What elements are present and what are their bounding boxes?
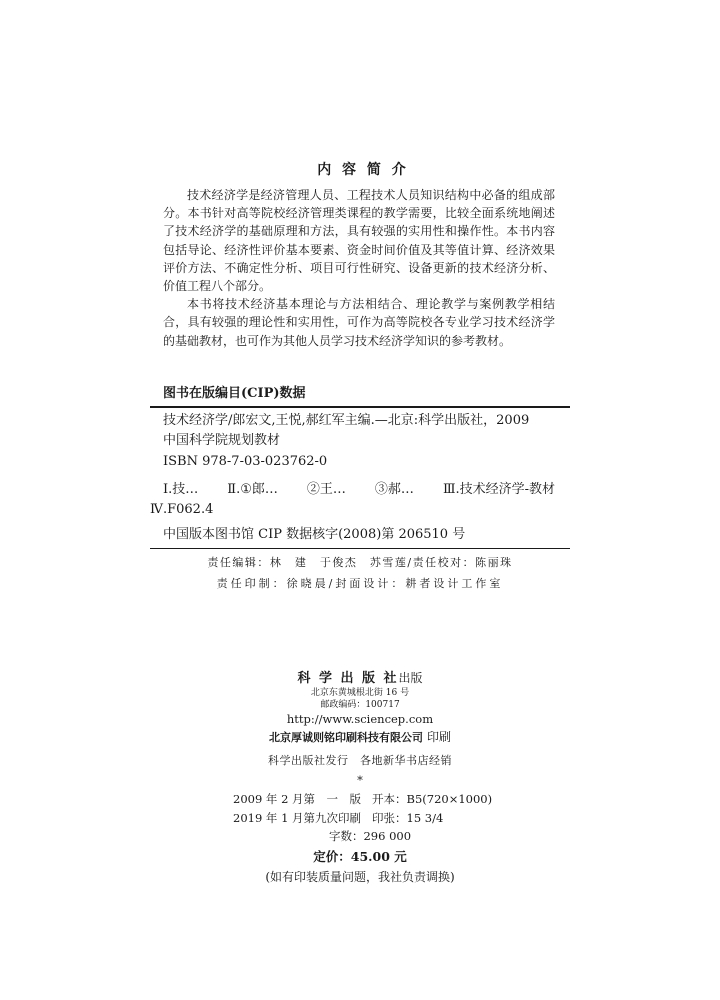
printer-name: 北京厚诚则铭印刷科技有限公司 [268,731,423,744]
summary-line: 了技术经济学的基础原理和方法，具有较强的实用性和操作性。本书内容 [163,224,555,238]
word-count: 字数：296 000 [328,829,412,843]
summary-line: 技术经济学是经济管理人员、工程技术人员知识结构中必备的组成部 [187,188,555,202]
publisher-address: 北京东黄城根北街 16 号 [310,688,410,698]
sheets-info: 印张：15 3/4 [372,811,444,825]
summary-line: 合，具有较强的理论性和实用性，可作为高等院校各专业学习技术经济学 [163,315,555,329]
summary-line: 包括导论、经济性评价基本要素、资金时间价值及其等值计算、经济效果 [163,243,555,257]
summary-line: 价值工程八个部分。 [163,279,272,293]
publisher-website: http://www.sciencep.com [286,712,434,726]
publisher-postcode: 邮政编码：100717 [320,700,400,710]
cip-subject: Ⅲ.技术经济学-教材 [442,482,555,497]
cip-heading: 图书在版编目(CIP)数据 [163,386,306,401]
publisher-name: 科 学 出 版 社 [297,671,399,686]
printer-suffix: 印刷 [426,730,451,744]
cip-classification: Ⅳ.F062.4 [150,502,214,517]
cip-subjects [163,481,555,499]
cip-subject: ②王… [306,482,346,497]
summary-title: 内 容 简 介 [317,162,409,178]
summary-line: 本书将技术经济基本理论与方法相结合、理论教学与案例教学相结 [187,297,555,311]
cip-top-rule [150,406,570,408]
production-credits: 责任印制：徐晓晨/封面设计：耕者设计工作室 [216,577,504,590]
cip-bottom-rule [150,548,570,549]
separator-asterisk: * [357,773,363,787]
summary-line: 分。本书针对高等院校经济管理类课程的教学需要，比较全面系统地阐述 [163,206,555,220]
edition-info: 2009 年 2 月第 一 版 [233,792,362,806]
summary-line: 评价方法、不确定性分析、项目可行性研究、设备更新的技术经济分析、 [163,261,555,275]
cip-record: 技术经济学/郎宏文,王悦,郝红军主编.—北京:科学出版社，2009 [163,413,530,428]
format-info: 开本：B5(720×1000) [372,792,493,806]
cip-approval-number: 中国版本图书馆 CIP 数据核字(2008)第 206510 号 [163,527,466,542]
distribution-line: 科学出版社发行 各地新华书店经销 [268,754,452,767]
cip-subject: Ⅰ.技… [163,482,199,497]
cip-series: 中国科学院规划教材 [163,433,281,448]
editor-credits: 责任编辑：林 建 于俊杰 苏雪莲/责任校对：陈丽珠 [207,556,513,569]
summary-line: 的基础教材，也可作为其他人员学习技术经济学知识的参考教材。 [163,334,512,348]
publisher-suffix: 出版 [398,671,423,685]
printer-line [0,727,720,747]
printing-info: 2019 年 1 月第九次印刷 [233,811,362,825]
cip-isbn: ISBN 978-7-03-023762-0 [163,454,328,469]
price: 定价：45.00 元 [313,849,407,864]
cip-subject: ③郝… [374,482,414,497]
quality-notice: (如有印装质量问题，我社负责调换) [265,870,455,884]
cip-subject: Ⅱ.①郎… [227,482,278,497]
